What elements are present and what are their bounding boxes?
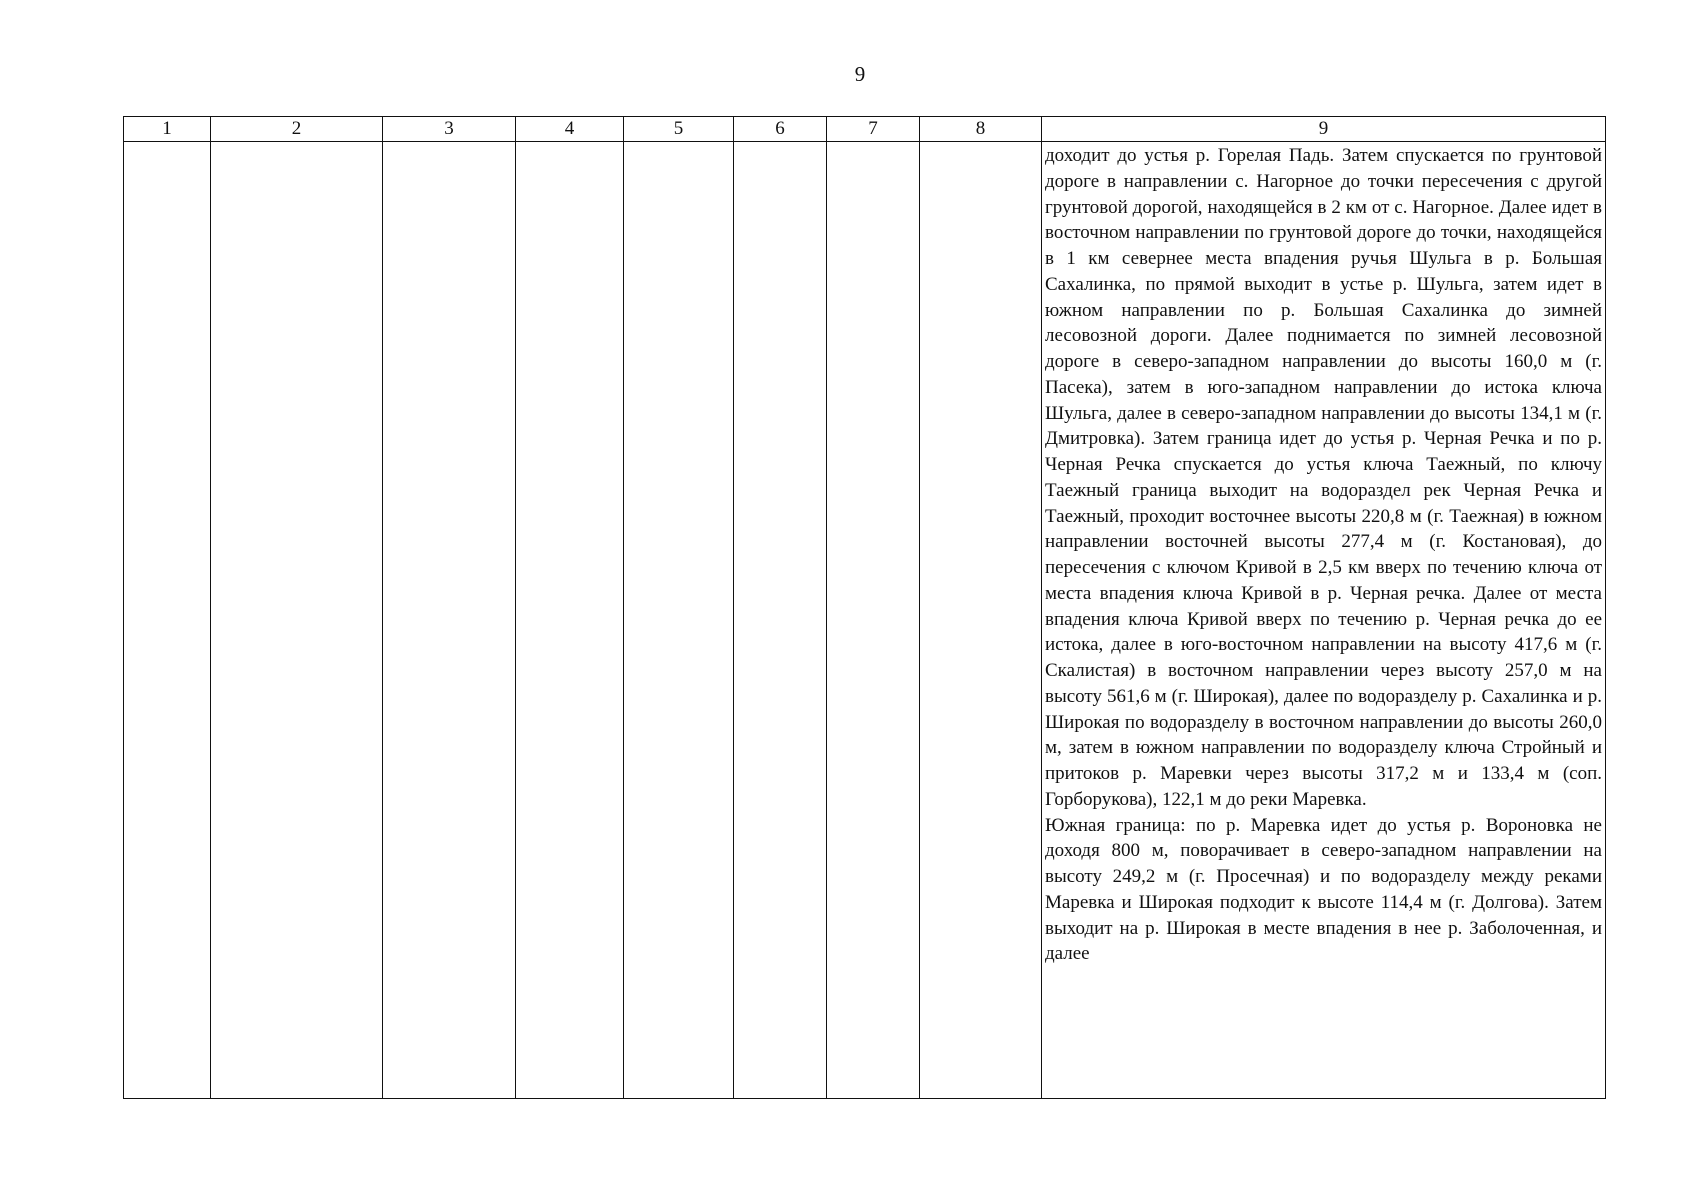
boundary-table: [123, 116, 1606, 1099]
column-header-1: 1: [124, 117, 211, 142]
header-row: [124, 117, 1606, 142]
column-header-8: 8: [920, 117, 1042, 142]
cell-col-4: [516, 142, 624, 1099]
cell-col-3: [383, 142, 516, 1099]
south-boundary-paragraph: Южная граница: по р. Маревка идет до устья р. Вороновка не доходя 800 м, поворачивает в северо-западном направлении на высоту 249,2 м (г. Просечная) и по водоразделу между реками Маревка и Широкая подходит к высоте 114,4 м (г. Долгова). Затем выходит на р. Широкая в месте впадения в нее р. Заболоченная, и далее: [1045, 814, 1602, 965]
column-header-3: 3: [383, 117, 516, 142]
cell-col-5: [624, 142, 734, 1099]
cell-col-6: [734, 142, 827, 1099]
column-header-7: 7: [827, 117, 920, 142]
column-header-4: 4: [516, 117, 624, 142]
table-row: [124, 142, 1606, 1099]
cell-col-2: [211, 142, 383, 1099]
cell-col-1: [124, 142, 211, 1099]
column-header-2: 2: [211, 117, 383, 142]
column-header-5: 5: [624, 117, 734, 142]
page-number: 9: [854, 62, 866, 86]
column-header-6: 6: [734, 117, 827, 142]
cell-col-9-description: [1042, 142, 1606, 1099]
cell-col-7: [827, 142, 920, 1099]
boundary-description-paragraph: доходит до устья р. Горелая Падь. Затем спускается по грунтовой дороге в направлении с. Нагорное до точки пересечения с другой грунтовой дорогой, находящейся в 2 км от с. Нагорное. Далее идет в восточном направлении по грунтовой дороге до точки, находящейся в 1 км севернее места впадения ручья Шульга в р. Большая Сахалинка, по прямой выходит в устье р. Шульга, затем идет в южном направлении по р. Большая Сахалинка до зимней лесовозной дороги. Далее поднимается по зимней лесовозной дороге в северо-западном направлении до высоты 160,0 м (г. Пасека), затем в юго-западном направлении до истока ключа Шульга, далее в северо-западном направлении до высоты 134,1 м (г. Дмитровка). Затем граница идет до устья р. Черная Речка и по р. Черная Речка спускается до устья ключа Таежный, по ключу Таежный граница выходит на водораздел рек Черная Речка и Таежный, проходит восточнее высоты 220,8 м (г. Таежная) в южном направлении восточней высоты 277,4 м (г. Костановая), до пересечения с ключом Кривой в 2,5 км вверх по течению ключа от места впадения ключа Кривой в р. Черная речка. Далее от места впадения ключа Кривой вверх по течению р. Черная речка до ее истока, далее в юго-восточном направлении на высоту 417,6 м (г. Скалистая) в восточном направлении через высоту 257,0 м на высоту 561,6 м (г. Широкая), далее по водоразделу р. Сахалинка и р. Широкая по водоразделу в восточном направлении до высоты 260,0 м, затем в южном направлении по водоразделу ключа Стройный и притоков р. Маревки через высоты 317,2 м и 133,4 м (соп. Горборукова), 122,1 м до реки Маревка.: [1045, 145, 1602, 810]
cell-col-8: [920, 142, 1042, 1099]
column-header-9: 9: [1042, 117, 1606, 142]
